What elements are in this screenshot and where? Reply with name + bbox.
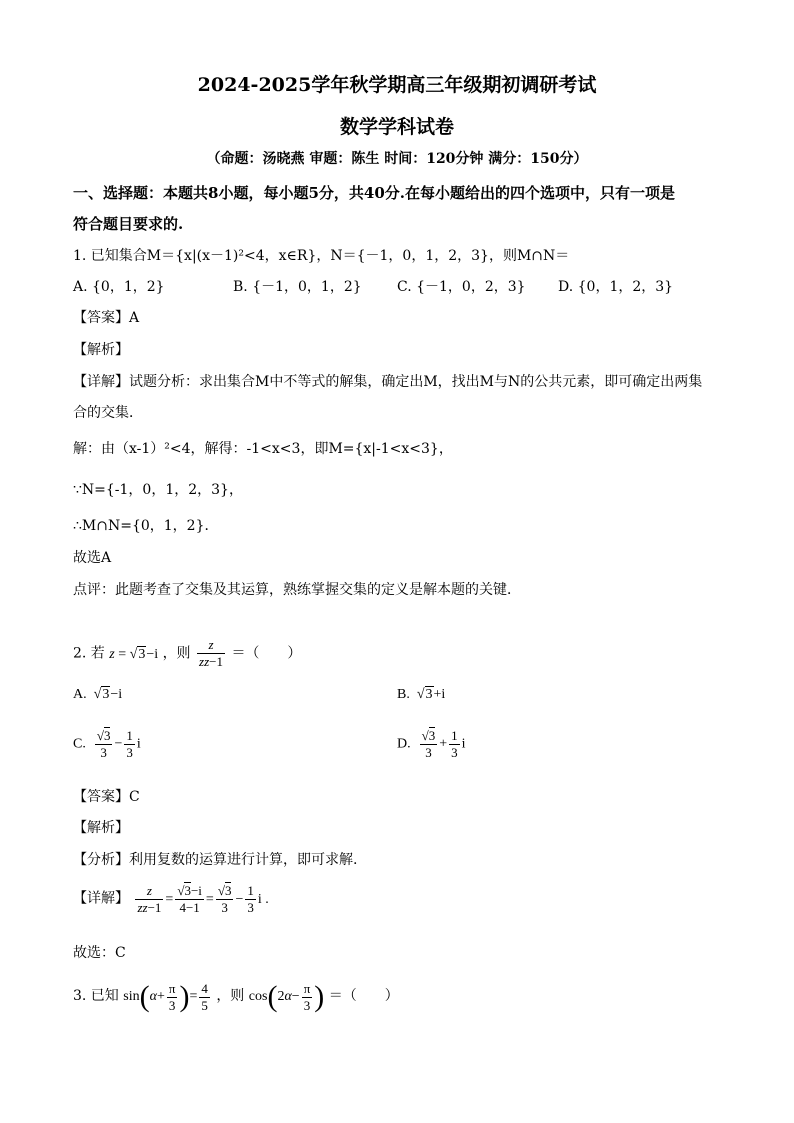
q2-condition-formula: z = √3−i xyxy=(109,646,159,662)
q1-option-a: A. {0，1，2} xyxy=(73,279,165,295)
q3-stem xyxy=(73,980,399,1014)
q3-target-formula: cos(2α− $\frac{\pi}{3}$ ) xyxy=(248,980,325,1013)
q1-detail-line2: 合的交集． xyxy=(73,405,143,421)
q2-conclusion: 故选：C xyxy=(73,945,126,961)
section-heading-line2: 符合题目要求的. xyxy=(73,215,184,233)
q1-analysis-label: 【解析】 xyxy=(73,342,129,358)
q1-conclusion: 故选A xyxy=(73,550,112,566)
q2-detail-label: 【详解】 xyxy=(73,890,129,907)
q2-option-d: D. $\frac{√3}{3}$ + $\frac{1}{3}$ i xyxy=(397,728,466,760)
q1-detail-line1: 【详解】试题分析：求出集合M中不等式的解集，确定出M，找出M与N的公共元素，即可确定出两集 xyxy=(73,374,703,390)
q2-detail xyxy=(73,883,269,916)
q3-stem-mid: ，则 xyxy=(216,988,245,1005)
q2-stem-suffix: ＝（ ） xyxy=(231,645,302,662)
q1-solution-line1: 解：由（x-1）²<4，解得：-1<x<3，即M={x|-1<x<3}， xyxy=(73,441,453,457)
q1-option-b: B. {－1，0，1，2} xyxy=(233,279,362,295)
q3-stem-prefix: 3. 已知 xyxy=(73,988,119,1005)
q1-solution-line2: ∵N={-1，0，1，2，3}， xyxy=(73,482,243,498)
q2-option-a: A. √3−i xyxy=(73,687,123,702)
section-heading-line1: 一、选择题：本题共8小题，每小题5分，共40分.在每小题给出的四个选项中，只有一项是 xyxy=(73,184,675,202)
q1-stem: 1. 已知集合M＝{x|(x－1)²<4，x∈R}，N＝{－1，0，1，2，3}，则M∩N＝ xyxy=(73,248,570,264)
exam-title: 2024-2025学年秋学期高三年级期初调研考试 xyxy=(197,74,597,96)
q2-option-c: C. $\frac{√3}{3}$ − $\frac{1}{3}$ i xyxy=(73,728,141,760)
q2-detail-formula: $\frac{z}{z\overline{z}-1}$ = $\frac{√3-i}{4-1}$ = $\frac{√3}{3}$ − $\frac{1}{3}$ i . xyxy=(137,883,269,915)
q2-target-fraction: $\frac{z}{z\overline{z}-1}$ xyxy=(199,637,223,669)
q2-answer: 【答案】C xyxy=(73,789,140,805)
q2-option-b: B. √3+i xyxy=(397,687,446,702)
q2-stem-prefix: 2. 若 xyxy=(73,645,105,662)
q1-comment: 点评：此题考查了交集及其运算，熟练掌握交集的定义是解本题的关键． xyxy=(73,582,521,598)
q1-option-c: C. {－1，0，2，3} xyxy=(397,279,526,295)
q1-solution-line3: ∴M∩N={0，1，2}． xyxy=(73,518,219,534)
q1-option-d: D. {0，1，2，3} xyxy=(558,279,674,295)
q2-analysis-label: 【解析】 xyxy=(73,820,129,836)
q2-stem xyxy=(73,637,301,670)
exam-info: （命题：汤晓燕 审题：陈生 时间：120分钟 满分：150分） xyxy=(206,151,588,167)
exam-subtitle: 数学学科试卷 xyxy=(339,116,454,138)
q2-fenxi: 【分析】利用复数的运算进行计算，即可求解. xyxy=(73,852,358,868)
q3-stem-suffix: ＝（ ） xyxy=(328,988,399,1005)
q1-answer: 【答案】A xyxy=(73,310,140,326)
q3-condition-formula: sin(α+ $\frac{\pi}{3}$ )= $\frac{4}{5}$ xyxy=(123,980,208,1013)
q2-stem-mid: ，则 xyxy=(162,645,191,662)
